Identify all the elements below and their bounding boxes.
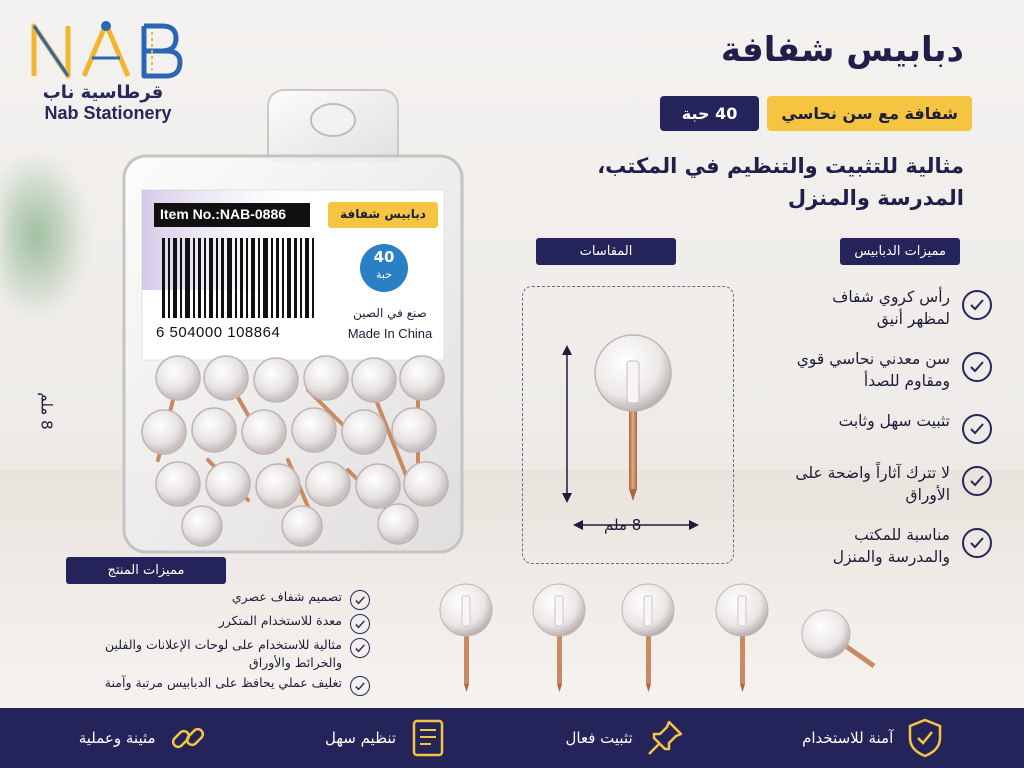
package-made-in-en: Made In China bbox=[347, 326, 433, 341]
tagline: مثالية للتثبيت والتنظيم في المكتب، المدرسة والمنزل bbox=[597, 154, 964, 210]
product-package-graphic bbox=[118, 80, 468, 560]
pin-2 bbox=[533, 584, 585, 692]
list-item bbox=[792, 348, 992, 392]
document-list-icon bbox=[408, 718, 448, 758]
logo-arabic-name: قرطاسية ناب bbox=[42, 82, 164, 103]
product-package-image bbox=[118, 80, 468, 560]
list-item bbox=[792, 410, 992, 444]
bottom-feature-pinning bbox=[566, 718, 685, 758]
pin-features-list bbox=[792, 286, 992, 586]
check-icon bbox=[350, 590, 370, 610]
count-badge: 40 حبة bbox=[660, 96, 760, 131]
feature-text: لا تترك آثاراً واضحة على الأوراق bbox=[795, 464, 950, 504]
bottom-feature-label: مثينة وعملية bbox=[78, 729, 156, 747]
feature-text: مناسبة للمكتب والمدرسة والمنزل bbox=[832, 526, 950, 566]
check-icon bbox=[962, 414, 992, 444]
list-item bbox=[60, 588, 370, 610]
dimension-width-label: 8 ملم bbox=[604, 516, 642, 534]
package-name-tag: دبابيس شفافة bbox=[340, 207, 426, 221]
logo-mark bbox=[28, 16, 188, 80]
dimensions-title: المقاسات bbox=[536, 238, 676, 265]
list-item bbox=[60, 612, 370, 634]
bottom-feature-label: تثبيت فعال bbox=[565, 729, 633, 747]
pin-4 bbox=[716, 584, 768, 692]
check-icon bbox=[962, 290, 992, 320]
package-barcode-number: 6 504000 108864 bbox=[156, 324, 281, 341]
pin-5-lying bbox=[802, 610, 874, 666]
nab-letters-graphic bbox=[28, 18, 184, 80]
shield-check-icon bbox=[905, 718, 945, 758]
package-item-number: Item No.:NAB-0886 bbox=[160, 206, 287, 222]
list-item bbox=[792, 462, 992, 506]
chain-link-icon bbox=[168, 718, 208, 758]
product-features-list bbox=[60, 588, 370, 698]
check-icon bbox=[350, 638, 370, 658]
list-item bbox=[60, 674, 370, 696]
pin-features-title: مميزات الدبابيس bbox=[840, 238, 960, 265]
feature-text: معدة للاستخدام المتكرر bbox=[218, 613, 342, 628]
list-item bbox=[60, 636, 370, 672]
list-item bbox=[792, 524, 992, 568]
bottom-feature-durable bbox=[79, 718, 208, 758]
feature-text: تثبيت سهل وثابت bbox=[838, 412, 950, 430]
feature-text: رأس كروي شفاف لمظهر أنيق bbox=[832, 288, 950, 328]
headline-badges bbox=[660, 96, 972, 131]
type-badge: شفافة مع سن نحاسي bbox=[767, 96, 972, 131]
feature-text: مثالية للاستخدام على لوحات الإعلانات والفلين والخرائط والأوراق bbox=[104, 637, 342, 670]
check-icon bbox=[962, 466, 992, 496]
pin-3 bbox=[622, 584, 674, 692]
bottom-feature-label: آمنة للاستخدام bbox=[802, 729, 894, 747]
feature-text: تغليف عملي يحافظ على الدبابيس مرتبة وآمنة bbox=[104, 675, 342, 690]
check-icon bbox=[350, 614, 370, 634]
check-icon bbox=[962, 352, 992, 382]
product-features-title: مميزات المنتج bbox=[66, 557, 226, 584]
bottom-feature-label: تنظيم سهل bbox=[324, 729, 397, 747]
pins-row-graphic bbox=[420, 580, 880, 700]
package-count-unit: حبة bbox=[375, 268, 393, 281]
feature-text: سن معدني نحاسي قوي ومقاوم للصدأ bbox=[796, 350, 950, 390]
pins-display-row bbox=[420, 580, 880, 700]
check-icon bbox=[962, 528, 992, 558]
background-plant-blur bbox=[0, 150, 90, 320]
list-item bbox=[792, 286, 992, 330]
package-count-number: 40 bbox=[373, 248, 395, 266]
dimension-height-label: 8 ملم bbox=[37, 392, 56, 430]
feature-text: تصميم شفاف عصري bbox=[231, 589, 342, 604]
check-icon bbox=[350, 676, 370, 696]
package-made-in-ar: صنع في الصين bbox=[353, 306, 427, 320]
bottom-feature-safe bbox=[802, 718, 945, 758]
pin-1 bbox=[440, 584, 492, 692]
bottom-features-bar bbox=[0, 708, 1024, 768]
bottom-feature-organize bbox=[325, 718, 448, 758]
pushpin-icon bbox=[645, 718, 685, 758]
page-title: دبابيس شفافة bbox=[720, 30, 964, 70]
logo-english-name: Nab Stationery bbox=[44, 103, 172, 123]
